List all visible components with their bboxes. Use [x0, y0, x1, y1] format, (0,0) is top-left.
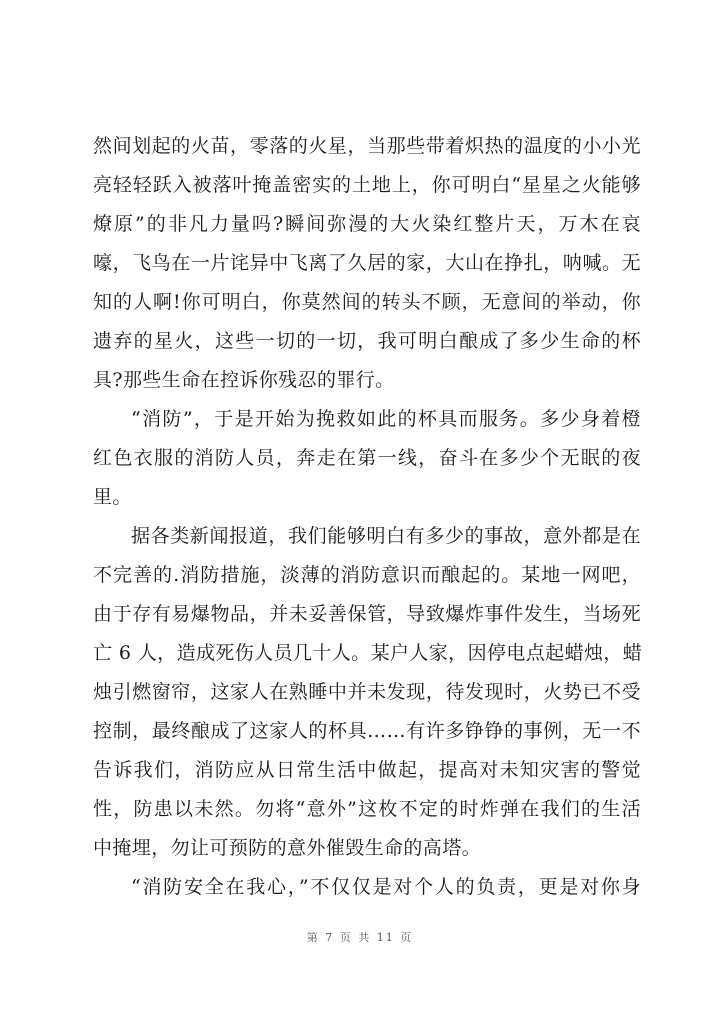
text-line: 嚎，飞鸟在一片诧异中飞离了久居的家，大山在挣扎，呐喊。无 [93, 252, 641, 274]
text-line: 燎原”的非凡力量吗?瞬间弥漫的大火染红整片天，万木在哀 [93, 213, 641, 235]
text-line: 知的人啊!你可明白，你莫然间的转头不顾，无意间的举动，你 [93, 291, 641, 313]
text-line: 控制，最终酿成了这家人的杯具……有许多铮铮的事例，无一不 [93, 720, 641, 742]
document-body [93, 127, 641, 907]
text-line: 亮轻轻跃入被落叶掩盖密实的土地上，你可明白“星星之火能够 [93, 174, 641, 196]
text-line: 然间划起的火苗，零落的火星，当那些带着炽热的温度的小小光 [93, 135, 641, 157]
text-line: 性，防患以未然。勿将“意外”这枚不定的时炸弹在我们的生活 [93, 798, 641, 820]
text-line: 据各类新闻报道，我们能够明白有多少的事故，意外都是在 [131, 525, 641, 547]
text-line: 告诉我们，消防应从日常生活中做起，提高对未知灾害的警觉 [93, 759, 641, 781]
text-line: 红色衣服的消防人员，奔走在第一线，奋斗在多少个无眠的夜 [93, 447, 641, 469]
text-line: “消防安全在我心，”不仅仅是对个人的负责，更是对你身 [131, 876, 641, 898]
page-number-footer: 第 7 页 共 11 页 [306, 931, 414, 944]
text-line: 亡 6 人，造成死伤人员几十人。某户人家，因停电点起蜡烛，蜡 [93, 642, 643, 664]
text-line: 由于存有易爆物品，并未妥善保管，导致爆炸事件发生，当场死 [93, 603, 641, 625]
text-line: 烛引燃窗帘，这家人在熟睡中并未发现，待发现时，火势已不受 [93, 681, 641, 703]
text-line: 具?那些生命在控诉你残忍的罪行。 [93, 369, 395, 391]
text-line: 不完善的.消防措施，淡薄的消防意识而酿起的。某地一网吧， [93, 564, 641, 586]
text-line: “消防”，于是开始为挽救如此的杯具而服务。多少身着橙 [131, 408, 641, 430]
text-line: 里。 [93, 486, 132, 508]
text-line: 中掩埋，勿让可预防的意外催毁生命的高塔。 [93, 837, 482, 859]
text-line: 遗弃的星火，这些一切的一切，我可明白酿成了多少生命的杯 [93, 330, 641, 352]
